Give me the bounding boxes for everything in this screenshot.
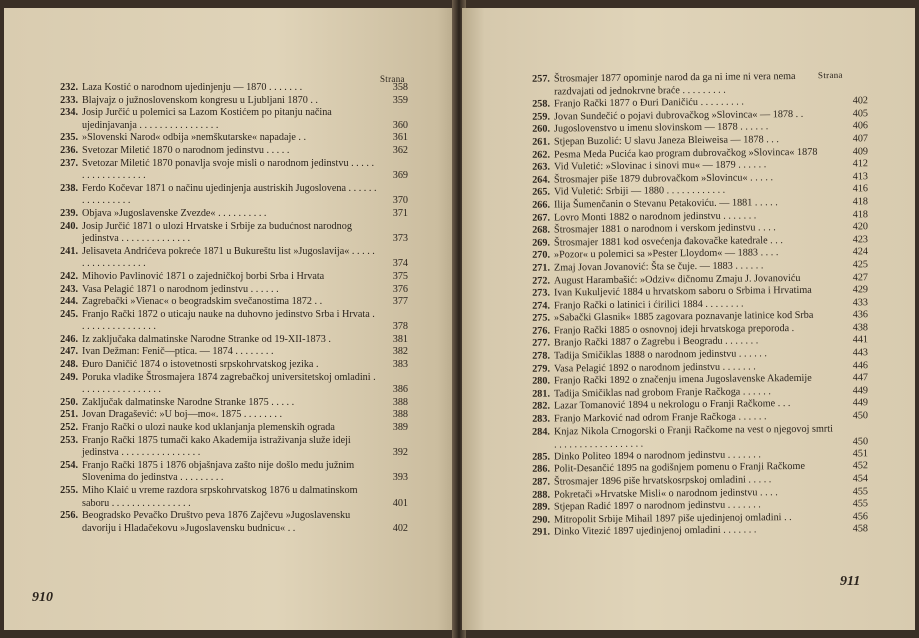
toc-entry-page: 449	[852, 397, 869, 409]
page-column-header: Strana	[380, 74, 405, 84]
toc-entry-page: 370	[392, 195, 408, 207]
toc-entry-title: Franjo Rački 1877 o Đuri Daničiću . . . . . . . . .	[553, 96, 744, 110]
toc-entry-number: 255.	[60, 485, 78, 496]
toc-entry-page: 450	[852, 410, 869, 422]
toc-entry-page: 454	[852, 473, 869, 485]
toc-entry-page: 381	[392, 333, 408, 345]
toc-entry-title: August Harambašić: »Odziv« dičnomu Zmaju J. Jovanoviću	[553, 272, 801, 287]
toc-entry	[528, 70, 868, 99]
toc-entry-number: 263.	[532, 161, 551, 173]
toc-entry-number: 283.	[532, 413, 551, 425]
toc-entry-title: Vasa Pelagić 1871 o narodnom jedinstvu . . . . . .	[82, 283, 279, 295]
toc-entry-title: »Sabački Glasnik« 1885 zagovara poznavanje latinice kod Srba	[553, 310, 814, 324]
toc-entry-number: 270.	[532, 249, 551, 262]
toc-entry-number: 250.	[60, 396, 78, 408]
toc-entry	[56, 208, 408, 221]
toc-entry-title: Franjo Rački 1892 o značenju imena Jugoslavenske Akademije	[553, 373, 812, 387]
toc-entry-number: 286.	[532, 463, 551, 476]
toc-entry-page: 362	[392, 144, 408, 156]
toc-entry-number: 274.	[532, 300, 551, 312]
toc-entry-title: Đuro Daničić 1874 o istovetnosti srpskohrvatskog jezika .	[82, 359, 319, 371]
toc-entry-number: 282.	[532, 400, 551, 413]
toc-entry-page: 425	[852, 259, 869, 271]
toc-entry-title: Zaključak dalmatinske Narodne Stranke 1875 . . . . .	[82, 396, 295, 408]
toc-entry-page: 443	[852, 347, 869, 359]
toc-entry-number: 245.	[60, 308, 78, 320]
toc-entry-title: Franjo Rački o ulozi nauke kod uklanjanja plemenskih ograda	[82, 422, 335, 434]
toc-entry-title: Miho Klaić u vreme razdora srpskohrvatskog 1876 u dalmatinskom saboru . . . . . . . . . . . . . . . .	[82, 485, 358, 509]
toc-entry-page: 406	[852, 120, 869, 132]
toc-entry-page: 455	[852, 498, 869, 510]
toc-entry-title: Tadija Smičiklas nad grobom Franje Račkoga . . . . . .	[553, 386, 771, 400]
toc-entry-number: 256.	[60, 510, 78, 522]
toc-entry-number: 258.	[532, 98, 551, 110]
toc-entry-title: Tadija Smičiklas 1888 o narodnom jedinstvu . . . . . .	[553, 348, 767, 362]
toc-entry-title: Stjepan Buzolić: U slavu Janeza Bleiweisa — 1878 . . .	[553, 134, 779, 148]
toc-entry-title: »Slovenski Narod« odbija »nemškutarske« napadaje . .	[82, 132, 307, 144]
toc-entry-title: Blajvajz o južnoslovenskom kongresu u Ljubljani 1870 . .	[82, 94, 318, 106]
page-number-left: 910	[32, 590, 53, 605]
toc-entry-page: 420	[852, 221, 869, 233]
toc-entry	[56, 284, 408, 297]
toc-entry-title: Pesma Meda Pucića kao program dubrovačkog »Slovinca« 1878	[553, 146, 818, 161]
toc-entry-page: 423	[852, 233, 869, 246]
toc-entry-title: Mitropolit Srbije Mihail 1897 piše ujedinjenoj omladini . .	[553, 511, 792, 526]
toc-entry-page: 412	[852, 158, 869, 170]
toc-entry	[56, 296, 408, 309]
toc-entry-page: 393	[392, 472, 408, 484]
toc-entry-page: 446	[852, 359, 869, 372]
toc-entry-number: 273.	[532, 287, 551, 299]
toc-entry-number: 277.	[532, 338, 551, 350]
toc-entry-number: 261.	[532, 136, 551, 148]
toc-entry	[56, 334, 408, 347]
toc-entry-page: 388	[392, 396, 408, 408]
toc-entry-title: Mihovio Pavlinović 1871 o zajedničkoj borbi Srba i Hrvata	[82, 270, 325, 282]
toc-entry-page: 452	[852, 460, 869, 472]
toc-entry-page: 358	[392, 82, 408, 93]
toc-entry-title: Svetozar Miletić 1870 o narodnom jedinstvu . . . . .	[82, 144, 290, 156]
toc-entry-number: 285.	[532, 451, 551, 463]
toc-entry	[56, 309, 408, 334]
toc-entry-number: 233.	[60, 94, 78, 106]
toc-entry-number: 280.	[532, 375, 551, 387]
toc-entry-title: Beogradsko Pevačko Društvo peva 1876 Zajčevu »Jugoslavensku davoriju i Hladačekovu »Jugoslavensku budnicu« . .	[82, 510, 351, 534]
toc-entry-title: Vid Vuletić: »Slovinac i sinovi mu« — 1879 . . . . . .	[553, 159, 767, 173]
toc-entry-page: 456	[852, 511, 869, 523]
toc-entry-number: 279.	[532, 363, 551, 375]
toc-entry-title: Svetozar Miletić 1870 ponavlja svoje misli o narodnom jedinstvu . . . . . . . . . . . . . . . . . .	[82, 157, 375, 182]
toc-entry-number: 254.	[60, 459, 78, 471]
toc-entry	[56, 95, 408, 108]
toc-entry	[56, 397, 408, 410]
toc-entry-page: 429	[852, 284, 869, 296]
toc-entry-number: 260.	[532, 123, 551, 136]
toc-entry-title: Ferdo Kočevar 1871 o načinu ujedinjenja austriskih Jugoslovena . . . . . . . . . . . . . . . .	[82, 182, 377, 207]
toc-entry-title: Štrosmajer piše 1879 dubrovačkom »Slovincu« . . . . .	[553, 171, 774, 186]
toc-entry-title: Franjo Rački 1872 o uticaju nauke na duhovno jedinstvo Srba i Hrvata . . . . . . . . . . . . . . . .	[82, 308, 375, 333]
toc-entry-page: 458	[852, 523, 869, 535]
toc-entry	[56, 346, 408, 359]
toc-entry-title: Štrosmajer 1877 opominje narod da ga ni ime ni vera nema razdvajati od jednokrvne braće . . . . . . . . .	[553, 70, 796, 98]
toc-entry-page: 373	[392, 233, 408, 245]
toc-entry-number: 291.	[532, 526, 551, 539]
toc-entry-number: 235.	[60, 132, 78, 144]
toc-entry-page: 382	[392, 346, 408, 358]
page-number-right: 911	[840, 574, 861, 589]
toc-entry-page: 438	[852, 322, 869, 334]
toc-entry-page: 416	[852, 183, 869, 195]
toc-entry-number: 251.	[60, 409, 78, 421]
toc-entry	[56, 145, 408, 158]
toc-entry-title: Josip Jurčić 1871 o ulozi Hrvatske i Srbije za budućnost narodnog jedinstva . . . . . . . . . . . . . .	[82, 220, 352, 245]
toc-entry-number: 236.	[60, 144, 78, 156]
toc-entry-page: 433	[852, 296, 869, 309]
toc-entry-title: Jovan Sundečić o pojavi dubrovačkog »Slovinca« — 1878 . .	[553, 108, 804, 123]
toc-entry-title: Iz zaključaka dalmatinske Narodne Stranke od 19-XII-1873 .	[82, 333, 331, 345]
toc-entry-page: 418	[852, 208, 869, 220]
toc-entry-number: 242.	[60, 270, 78, 282]
toc-list-right	[528, 69, 869, 539]
toc-entry-title: Josip Jurčić u polemici sa Lazom Kostićem po pitanju načina ujedinjavanja . . . . . . . . . . . . . . . .	[82, 107, 332, 131]
toc-entry	[56, 372, 408, 397]
toc-entry-page: 409	[852, 145, 869, 157]
left-page	[4, 8, 456, 630]
toc-entry-number: 281.	[532, 388, 551, 400]
toc-entry-title: Vasa Pelagić 1892 o narodnom jedinstvu . . . . . . .	[553, 361, 756, 375]
toc-entry-page: 359	[392, 94, 408, 106]
toc-entry-title: Jelisaveta Andrićeva pokreće 1871 u Bukureštu list »Jugoslavija« . . . . . . . . . . . . . . . . . .	[82, 245, 375, 270]
toc-entry	[56, 485, 408, 510]
toc-entry-page: 383	[392, 359, 408, 371]
toc-entry-page: 418	[852, 196, 869, 208]
toc-entry-title: »Pozor« u polemici sa »Pester Lloydom« — 1883 . . . .	[553, 247, 779, 261]
toc-entry-number: 249.	[60, 371, 78, 383]
toc-entry	[528, 524, 868, 540]
toc-entry-title: Ivan Dežman: Fenič—ptica. — 1874 . . . . . . . .	[82, 346, 274, 358]
toc-entry-title: Ilija Šumenčanin o Stevanu Petakoviću. — 1881 . . . . .	[553, 197, 778, 211]
toc-entry	[56, 510, 408, 535]
toc-entry-title: Laza Kostić o narodnom ujedinjenju — 1870 . . . . . . .	[82, 82, 303, 93]
toc-list-left	[56, 82, 408, 535]
toc-entry-number: 238.	[60, 182, 78, 194]
toc-entry-page: 392	[392, 447, 408, 459]
toc-entry-number: 271.	[532, 262, 551, 274]
toc-entry-number: 288.	[532, 489, 551, 501]
toc-entry-title: Lazar Tomanović 1894 u nekrologu o Franji Račkome . . .	[553, 398, 791, 412]
toc-entry-title: Štrosmajer 1881 o narodnom i verskom jedinstvu . . . .	[553, 222, 776, 236]
toc-entry-number: 243.	[60, 283, 78, 295]
toc-entry-title: Dinko Politeo 1894 o narodnom jedinstvu . . . . . . .	[553, 449, 761, 463]
toc-entry-title: Zmaj Jovan Jovanović: Šta se čuje. — 1883 . . . . . .	[553, 260, 764, 274]
toc-entry	[56, 409, 408, 422]
toc-entry-title: Franjo Rački 1885 o osnovnoj ideji hrvatskoga preporoda .	[553, 322, 795, 337]
toc-entry-title: Stjepan Radić 1897 o narodnom jedinstvu . . . . . . .	[553, 499, 761, 513]
toc-entry	[56, 271, 408, 284]
toc-entry-page: 405	[852, 108, 869, 120]
toc-entry-page: 377	[392, 296, 408, 308]
toc-entry-page: 436	[852, 309, 869, 321]
toc-entry-title: Objava »Jugoslavenske Zvezde« . . . . . . . . . .	[82, 207, 267, 219]
toc-entry-page: 447	[852, 372, 869, 384]
toc-entry	[56, 107, 408, 132]
toc-entry-page: 455	[852, 485, 869, 497]
toc-entry-page: 427	[852, 271, 869, 283]
toc-entry-number: 276.	[532, 325, 551, 337]
toc-entry-page: 424	[852, 246, 869, 258]
toc-entry-number: 289.	[532, 501, 551, 513]
toc-entry-number: 284.	[532, 426, 550, 438]
toc-entry-title: Branjo Rački 1887 o Zagrebu i Beogradu . . . . . . .	[553, 335, 759, 349]
toc-entry-number: 272.	[532, 275, 551, 287]
toc-entry-number: 244.	[60, 296, 78, 308]
toc-entry-page: 389	[392, 422, 408, 434]
toc-entry-title: Ivan Kukuljević 1884 u hrvatskom saboru o Srbima i Hrvatima	[553, 284, 812, 299]
toc-entry-page: 441	[852, 334, 869, 346]
toc-entry	[56, 183, 408, 208]
toc-entry	[56, 359, 408, 372]
toc-entry-title: Vid Vuletić: Srbiji — 1880 . . . . . . . . . . . .	[553, 185, 726, 198]
toc-entry-page: 374	[392, 258, 408, 270]
toc-entry	[56, 82, 408, 95]
toc-entry-number: 246.	[60, 333, 78, 345]
toc-entry-page: 386	[392, 384, 408, 396]
toc-entry-page: 450	[852, 435, 869, 447]
toc-entry	[56, 246, 408, 271]
toc-entry-title: Štrosmajer 1896 piše hrvatskosrpskoj omladini . . . . .	[553, 474, 772, 488]
toc-entry-number: 278.	[532, 350, 551, 362]
toc-entry-number: 232.	[60, 82, 78, 93]
toc-entry	[56, 460, 408, 485]
toc-entry-title: Franjo Rački 1875 tumači kako Akademija istraživanja služe ideji jedinstva . . . . . . . . . . . . . . . .	[82, 434, 351, 459]
toc-entry-page: 451	[852, 448, 869, 460]
toc-entry-title: Polit-Desančić 1895 na godišnjem pomenu o Franji Račkome	[553, 461, 806, 475]
toc-entry-page: 413	[852, 170, 869, 183]
toc-entry	[56, 158, 408, 183]
toc-entry	[56, 422, 408, 435]
toc-entry-page: 360	[392, 119, 408, 131]
toc-entry-title: Jugoslovenstvo u imenu slovinskom — 1878 . . . . . .	[553, 121, 769, 135]
toc-entry-title: Franjo Rački 1875 i 1876 objašnjava zašto nije došlo medu južnim Slovenima do jedinstva . . . . . . . . .	[82, 459, 355, 484]
toc-entry-number: 264.	[532, 174, 551, 186]
toc-entry-number: 267.	[532, 212, 551, 224]
toc-entry-page: 402	[392, 522, 408, 534]
toc-entry-number: 241.	[60, 245, 78, 257]
toc-entry-number: 290.	[532, 514, 551, 526]
toc-entry-number: 239.	[60, 207, 78, 219]
toc-entry-title: Franjo Rački o latinici i ćirilici 1884 . . . . . . . .	[553, 298, 744, 312]
toc-entry-number: 234.	[60, 107, 78, 119]
toc-entry-number: 252.	[60, 422, 78, 434]
toc-entry-number: 269.	[532, 237, 551, 249]
toc-entry-number: 240.	[60, 220, 78, 232]
toc-entry-number: 275.	[532, 312, 551, 325]
toc-entry-title: Knjaz Nikola Crnogorski o Franji Račkome na vest o njegovoj smrti . . . . . . . . . . . . . . . . . .	[553, 423, 833, 450]
toc-entry-title: Dinko Vitezić 1897 ujedinjenoj omladini . . . . . . .	[553, 524, 757, 538]
toc-entry-title: Štrosmajer 1881 kod osvećenja đakovačke katedrale . . .	[553, 234, 783, 249]
toc-entry-page: 371	[392, 207, 408, 219]
toc-entry-title: Jovan Dragašević: »U boj—mo«. 1875 . . . . . . . .	[82, 409, 283, 421]
toc-entry	[528, 423, 868, 452]
toc-entry-page: 402	[852, 95, 869, 107]
toc-entry-number: 259.	[532, 111, 551, 123]
toc-entry-page: 378	[392, 321, 408, 333]
toc-entry-page: 369	[392, 170, 408, 182]
toc-entry-page: 388	[392, 409, 408, 421]
toc-entry-title: Lovro Monti 1882 o narodnom jedinstvu . . . . . . .	[553, 209, 757, 224]
toc-entry-page: 401	[392, 497, 408, 509]
toc-entry-title: Poruka vladike Štrosmajera 1874 zagrebačkoj universitetskoj omladini . . . . . . . . . . . . . . . . .	[82, 371, 376, 396]
toc-entry-number: 262.	[532, 149, 551, 161]
toc-entry	[56, 221, 408, 246]
toc-entry	[56, 435, 408, 460]
toc-entry-number: 287.	[532, 476, 551, 488]
toc-entry-number: 265.	[532, 186, 551, 199]
toc-entry-page: 449	[852, 385, 869, 397]
toc-entry-number: 257.	[532, 73, 550, 85]
toc-entry-title: Franjo Marković nad odrom Franje Račkoga . . . . . .	[553, 411, 767, 425]
toc-entry-page: 407	[852, 133, 869, 145]
toc-entry-number: 268.	[532, 224, 551, 236]
toc-entry-number: 247.	[60, 346, 78, 358]
toc-entry-number: 266.	[532, 199, 551, 211]
toc-entry-page: 375	[392, 270, 408, 282]
toc-entry-title: Pokretači »Hrvatske Misli« o narodnom jedinstvu . . . .	[553, 486, 778, 501]
toc-entry-number: 253.	[60, 434, 78, 446]
toc-entry-page: 361	[392, 132, 408, 144]
toc-entry-page: 376	[392, 283, 408, 295]
toc-entry-number: 248.	[60, 359, 78, 371]
toc-entry	[56, 132, 408, 145]
toc-entry-title: Zagrebački »Vienac« o beogradskim svečanostima 1872 . .	[82, 296, 323, 308]
page-column-header: Strana	[817, 69, 843, 81]
toc-entry-number: 237.	[60, 157, 78, 169]
right-page	[462, 8, 915, 630]
